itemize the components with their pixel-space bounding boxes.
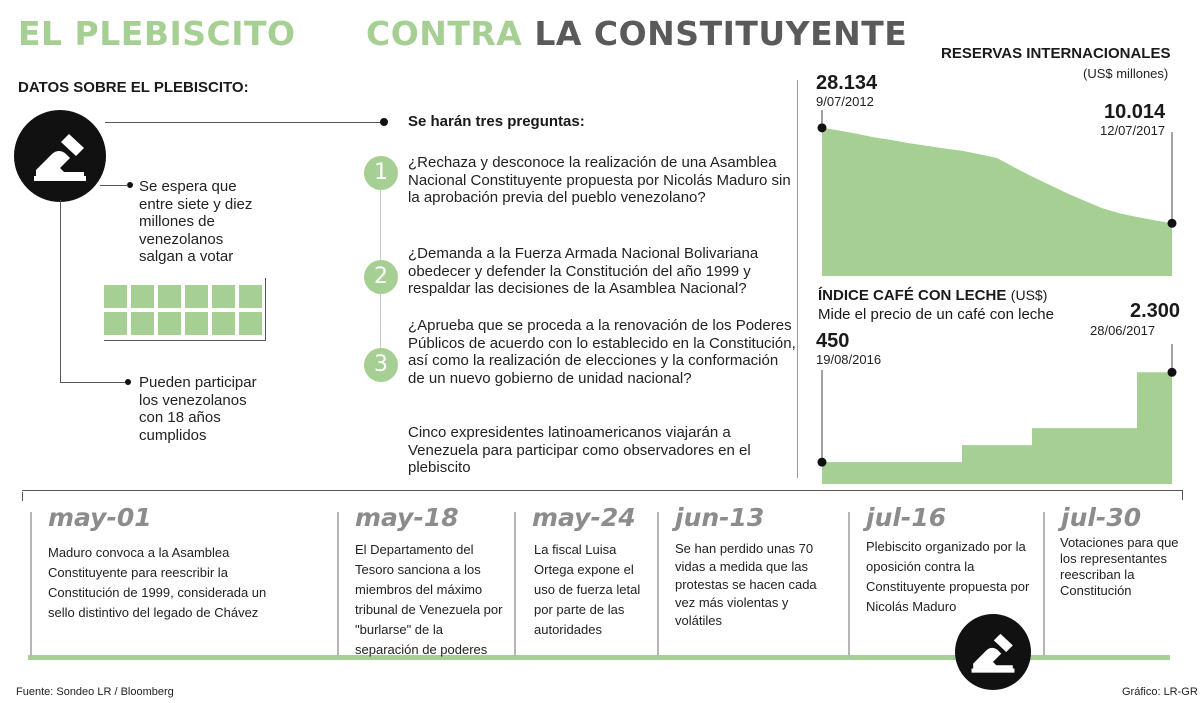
reserves-start-value: 28.134 bbox=[816, 72, 878, 94]
voter-square bbox=[131, 312, 154, 335]
timeline-date-5: jul-16 bbox=[866, 503, 947, 532]
right-divider bbox=[797, 80, 798, 478]
voter-square bbox=[239, 312, 262, 335]
timeline-tick-1 bbox=[30, 512, 32, 657]
timeline-date-3: may-24 bbox=[532, 503, 636, 532]
ballot-hand-icon bbox=[14, 110, 106, 202]
timeline-date-6: jul-30 bbox=[1061, 503, 1142, 532]
fact2-connector bbox=[60, 382, 126, 383]
voter-square bbox=[104, 285, 127, 308]
timeline-top-line bbox=[22, 490, 1182, 491]
reserves-end-value: 10.014 bbox=[1104, 101, 1166, 123]
coffee-start-value: 450 bbox=[816, 330, 850, 352]
left-connector-vertical bbox=[60, 200, 61, 382]
title-constituyente: LA CONSTITUYENTE bbox=[534, 14, 908, 53]
timeline-date-2: may-18 bbox=[355, 503, 459, 532]
reserves-title: RESERVAS INTERNACIONALES bbox=[941, 45, 1171, 62]
reserves-start-point bbox=[818, 123, 827, 132]
reserves-chart bbox=[812, 110, 1184, 278]
voter-square bbox=[158, 285, 181, 308]
voter-square bbox=[212, 285, 235, 308]
voter-square bbox=[185, 312, 208, 335]
timeline-left-cap bbox=[22, 492, 23, 501]
question-3-badge: 3 bbox=[364, 348, 398, 382]
timeline-text-5: Plebiscito organizado por la oposición contra la Constituyente propuesta por Nicolás Maduro bbox=[866, 539, 1030, 614]
coffee-title-wrap bbox=[818, 287, 1047, 305]
timeline-text-6: Votaciones para que los representantes reescriban la Constitución bbox=[1060, 535, 1179, 598]
voter-square bbox=[185, 285, 208, 308]
timeline-tick-2 bbox=[337, 512, 339, 657]
coffee-end-value: 2.300 bbox=[1130, 300, 1181, 322]
timeline-date-1: may-01 bbox=[48, 503, 152, 532]
coffee-subtitle: Mide el precio de un café con leche bbox=[818, 306, 1054, 323]
voter-square bbox=[212, 312, 235, 335]
coffee-start-point bbox=[818, 458, 827, 467]
observers-note: Cinco expresidentes latinoamericanos viajarán a Venezuela para participar como observadores en el plebiscito bbox=[408, 424, 751, 476]
coffee-end-point bbox=[1168, 368, 1177, 377]
timeline-tick-4 bbox=[657, 512, 659, 657]
timeline-tick-5 bbox=[848, 512, 850, 657]
fact-age: Pueden participar los venezolanos con 18 años cumplidos bbox=[139, 374, 257, 444]
timeline-date-4: jun-13 bbox=[675, 503, 765, 532]
fact-voters: Se espera que entre siete y diez millones de venezolanos salgan a votar bbox=[139, 178, 253, 265]
coffee-start-date: 19/08/2016 bbox=[816, 352, 882, 367]
questions-heading: Se harán tres preguntas: bbox=[408, 113, 585, 130]
timeline-tick-6 bbox=[1043, 512, 1045, 657]
coffee-end-date: 28/06/2017 bbox=[1090, 323, 1156, 338]
question-3-text: ¿Aprueba que se proceda a la renovación de los Poderes Públicos de acuerdo con lo establecido en la Constitución, así como la realización de elecciones y la conformación de un nuevo gobierno de unidad nacional? bbox=[408, 317, 796, 387]
coffee-title: ÍNDICE CAFÉ CON LECHE bbox=[818, 287, 1007, 304]
title-part1: EL PLEBISCITO bbox=[18, 14, 296, 53]
timeline-text-2: El Departamento del Tesoro sanciona a los miembros del máximo tribunal de Venezuela por "burlarse" de la separación de poderes bbox=[355, 542, 503, 657]
reserves-end-point bbox=[1168, 219, 1177, 228]
reserves-area bbox=[822, 128, 1172, 276]
grid-base-line bbox=[104, 340, 266, 341]
voter-square bbox=[239, 285, 262, 308]
question-connector bbox=[105, 122, 385, 123]
question-2-badge: 2 bbox=[364, 260, 398, 294]
coffee-chart bbox=[812, 340, 1184, 486]
timeline-right-cap bbox=[1182, 490, 1183, 500]
footer-source: Fuente: Sondeo LR / Bloomberg bbox=[16, 686, 174, 698]
reserves-start-date: 9/07/2012 bbox=[816, 94, 874, 109]
timeline-ballot-icon bbox=[955, 614, 1031, 690]
question-dot bbox=[380, 118, 388, 126]
timeline-text-1: Maduro convoca a la Asamblea Constituyente para reescribir la Constitución de 1999, considerada un sello distintivo del legado de Chávez bbox=[48, 545, 267, 620]
voters-grid bbox=[104, 285, 264, 345]
fact1-connector bbox=[100, 185, 128, 186]
coffee-area bbox=[822, 372, 1172, 484]
fact2-dot bbox=[125, 379, 131, 385]
title-contra: CONTRA bbox=[366, 14, 523, 53]
question-1-badge: 1 bbox=[364, 156, 398, 190]
voter-square bbox=[131, 285, 154, 308]
reserves-end-date: 12/07/2017 bbox=[1100, 123, 1166, 138]
footer-credit: Gráfico: LR-GR bbox=[1122, 686, 1198, 698]
question-1-text: ¿Rechaza y desconoce la realización de una Asamblea Nacional Constituyente propuesta por Nicolás Maduro sin la aprobación previa del pueblo venezolano? bbox=[408, 154, 791, 206]
page-title-2 bbox=[366, 14, 907, 53]
voter-square bbox=[158, 312, 181, 335]
grid-side-line bbox=[265, 278, 266, 341]
reserves-subtitle: (US$ millones) bbox=[1083, 66, 1169, 81]
timeline-text-4: Se han perdido unas 70 vidas a medida que las protestas se hacen cada vez más violentas y volátiles bbox=[675, 541, 817, 628]
page-title bbox=[18, 14, 296, 53]
coffee-title-unit: (US$) bbox=[1010, 287, 1048, 303]
question-2-text: ¿Demanda a la Fuerza Armada Nacional Bolivariana obedecer y defender la Constitución del año 1999 y respaldar las decisiones de la Asamblea Nacional? bbox=[408, 245, 759, 297]
left-heading: DATOS SOBRE EL PLEBISCITO: bbox=[18, 79, 249, 96]
voter-square bbox=[104, 312, 127, 335]
timeline-tick-3 bbox=[514, 512, 516, 657]
timeline-text-3: La fiscal Luisa Ortega expone el uso de fuerza letal por parte de las autoridades bbox=[534, 542, 641, 637]
